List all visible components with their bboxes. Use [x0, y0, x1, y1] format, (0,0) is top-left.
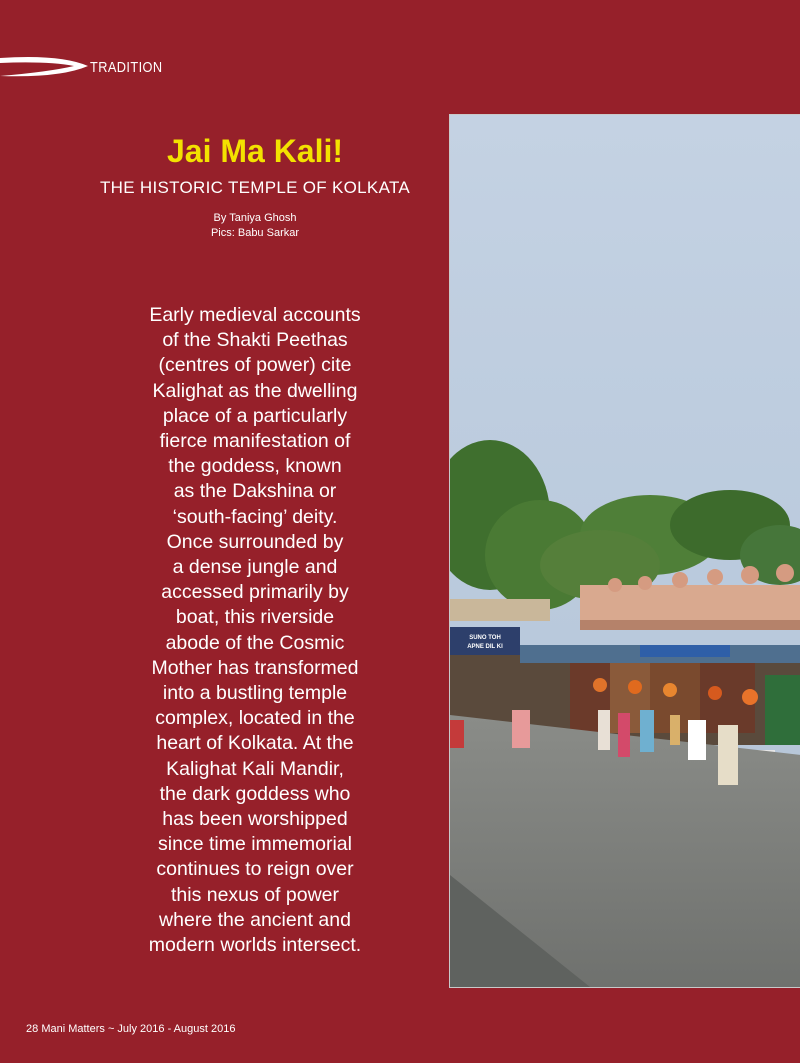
shop-sign-board	[450, 627, 520, 655]
billboard	[450, 599, 550, 621]
standfirst	[100, 303, 410, 958]
author-byline: By Taniya Ghosh	[213, 212, 297, 224]
standfirst-line: abode of the Cosmic	[165, 631, 345, 654]
shop-sign-text: SUNO TOH	[469, 635, 501, 641]
standfirst-line: accessed primarily by	[161, 581, 349, 604]
svg-text:APNE DIL KI: APNE DIL KI	[467, 644, 503, 650]
standfirst-line: Kalighat as the dwelling	[152, 379, 358, 402]
photo-illustration	[450, 115, 800, 987]
standfirst-line: place of a particularly	[162, 404, 348, 427]
temple-street-photo	[449, 114, 800, 988]
standfirst-line: boat, this riverside	[175, 606, 335, 629]
standfirst-line: Early medieval accounts	[149, 304, 361, 326]
section-label: TRADITION	[90, 59, 163, 76]
byline-block	[50, 211, 460, 241]
standfirst-line: ‘south-facing’ deity.	[172, 505, 338, 528]
standfirst-line: complex, located in the	[155, 707, 355, 730]
standfirst-line: as the Dakshina or	[173, 480, 337, 503]
swoosh-icon	[0, 52, 92, 84]
standfirst-line: Mother has transformed	[151, 656, 359, 679]
standfirst-line: modern worlds intersect.	[148, 934, 362, 957]
standfirst-line: of the Shakti Peethas	[162, 329, 348, 352]
publication-info: Mani Matters ~ July 2016 - August 2016	[41, 1023, 236, 1035]
section-tag	[0, 52, 200, 84]
standfirst-line: a dense jungle and	[172, 556, 338, 579]
article-subtitle: THE HISTORIC TEMPLE OF KOLKATA	[99, 178, 411, 197]
standfirst-line: since time immemorial	[158, 833, 352, 856]
standfirst-line: this nexus of power	[170, 883, 339, 906]
standfirst-line: Kalighat Kali Mandir,	[166, 757, 344, 780]
standfirst-line: heart of Kolkata. At the	[156, 732, 354, 755]
standfirst-line: Once surrounded by	[166, 530, 344, 553]
standfirst-line: where the ancient and	[159, 908, 351, 931]
standfirst-line: into a bustling temple	[162, 682, 348, 705]
standfirst-line: fierce manifestation of	[159, 430, 351, 453]
standfirst-line: continues to reign over	[156, 858, 354, 881]
article-title: Jai Ma Kali!	[166, 133, 344, 169]
standfirst-line: (centres of power) cite	[158, 354, 352, 377]
page-number: 28	[26, 1023, 39, 1035]
page-footer	[26, 1023, 235, 1035]
standfirst-line: has been worshipped	[162, 808, 348, 831]
photo-credit: Pics: Babu Sarkar	[210, 227, 300, 239]
standfirst-line: the goddess, known	[168, 455, 342, 478]
standfirst-line: the dark goddess who	[159, 782, 351, 805]
